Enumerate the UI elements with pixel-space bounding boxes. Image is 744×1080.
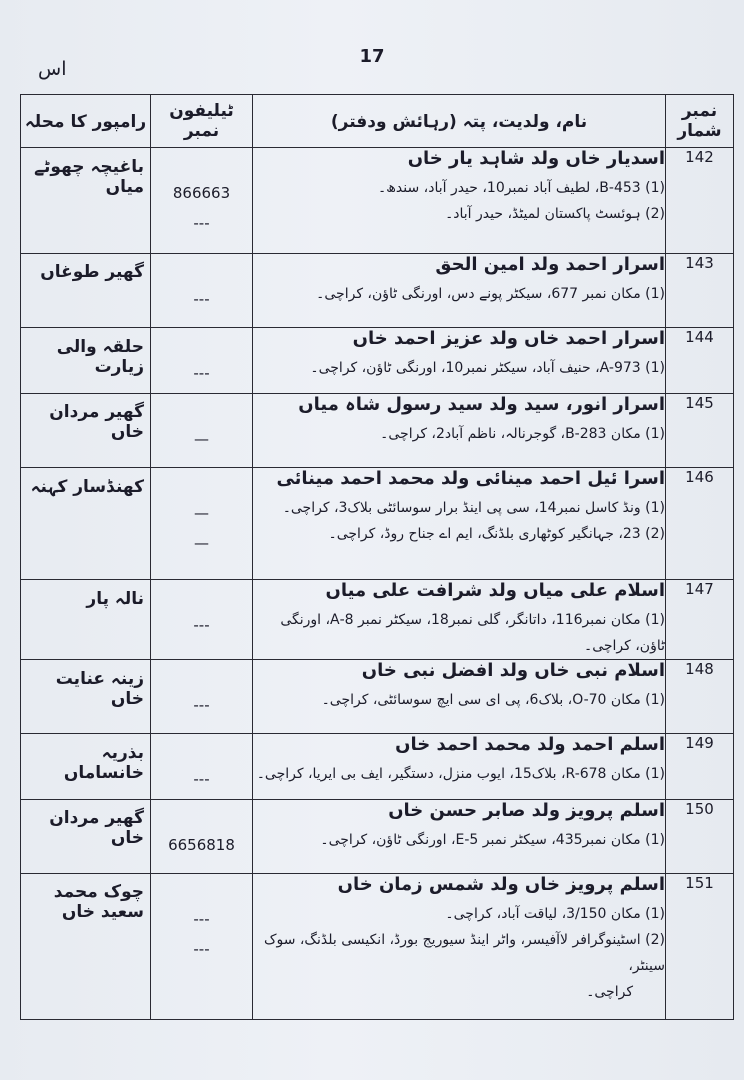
person-name: اسلم پرویز خاں ولد شمس زمان خاں bbox=[337, 874, 665, 895]
table-row bbox=[21, 660, 734, 734]
phone-cell bbox=[151, 394, 253, 468]
table-row bbox=[21, 254, 734, 328]
phone-spacer bbox=[151, 734, 252, 764]
table-header-row bbox=[21, 95, 734, 148]
name-address-cell bbox=[253, 660, 666, 734]
phone-spacer bbox=[151, 874, 252, 904]
phone-spacer bbox=[151, 468, 252, 498]
serial-number: 142 bbox=[666, 148, 734, 254]
serial-number: 143 bbox=[666, 254, 734, 328]
phone-number: — bbox=[194, 534, 209, 552]
phone-cell bbox=[151, 800, 253, 874]
area-name: حلقہ والی زیارت bbox=[56, 337, 144, 377]
phone-number: --- bbox=[193, 696, 210, 714]
phone-cell bbox=[151, 328, 253, 394]
column-header-phone: ٹیلیفون نمبر bbox=[151, 95, 253, 148]
phone-number: --- bbox=[193, 290, 210, 308]
phone-spacer bbox=[151, 660, 252, 690]
table-row bbox=[21, 394, 734, 468]
column-header-serial: نمبر شمار bbox=[666, 95, 734, 148]
area-cell bbox=[21, 394, 151, 468]
table-row bbox=[21, 328, 734, 394]
address-line: (1) مکان نمبر116، داتانگر، گلی نمبر18، سیکٹر نمبر 8-A، اورنگی ٹاؤن، کراچی۔ bbox=[280, 612, 665, 654]
serial-number: 148 bbox=[666, 660, 734, 734]
area-name: بذریہ خانساماں bbox=[63, 743, 144, 783]
area-cell bbox=[21, 800, 151, 874]
area-cell bbox=[21, 468, 151, 580]
phone-spacer bbox=[151, 254, 252, 284]
person-name: اسلام علی میاں ولد شرافت علی میاں bbox=[325, 580, 665, 601]
serial-number: 150 bbox=[666, 800, 734, 874]
phone-spacer bbox=[151, 394, 252, 424]
phone-spacer bbox=[151, 328, 252, 358]
area-cell bbox=[21, 254, 151, 328]
address-line: (1) مکان O-70، بلاک6، پی ای سی ایچ سوسائٹی، کراچی۔ bbox=[321, 692, 665, 708]
phone-cell bbox=[151, 734, 253, 800]
phone-number: — bbox=[194, 430, 209, 448]
phone-cell bbox=[151, 874, 253, 1020]
serial-number: 146 bbox=[666, 468, 734, 580]
serial-number: 149 bbox=[666, 734, 734, 800]
area-name: باغیچہ چھوٹے میاں bbox=[34, 157, 144, 197]
name-address-cell bbox=[253, 734, 666, 800]
phone-number: --- bbox=[193, 214, 210, 232]
table-row bbox=[21, 580, 734, 660]
phone-spacer bbox=[151, 148, 252, 178]
area-cell bbox=[21, 580, 151, 660]
phone-cell bbox=[151, 660, 253, 734]
person-name: اسرار احمد خاں ولد عزیز احمد خاں bbox=[352, 328, 665, 349]
phone-cell bbox=[151, 580, 253, 660]
directory-table bbox=[20, 94, 734, 1020]
phone-cell bbox=[151, 148, 253, 254]
column-header-name: نام، ولدیت، پتہ (رہائش ودفتر) bbox=[253, 95, 666, 148]
area-cell bbox=[21, 328, 151, 394]
area-cell bbox=[21, 148, 151, 254]
address-continuation: کراچی۔ bbox=[586, 984, 633, 1000]
phone-number: --- bbox=[193, 770, 210, 788]
name-address-cell bbox=[253, 468, 666, 580]
person-name: اسلام نبی خاں ولد افضل نبی خاں bbox=[361, 660, 665, 681]
area-name: گھیر مردان خاں bbox=[49, 808, 144, 848]
running-header: اس bbox=[38, 58, 67, 80]
phone-number: 6656818 bbox=[168, 836, 235, 854]
phone-number: --- bbox=[193, 616, 210, 634]
serial-number: 145 bbox=[666, 394, 734, 468]
person-name: اسدیار خاں ولد شاہد یار خاں bbox=[407, 148, 665, 169]
address-line: (1) ونڈ کاسل نمبر14، سی پی اینڈ برار سوسائٹی بلاک3، کراچی۔ bbox=[282, 500, 665, 516]
area-name: نالہ پار bbox=[86, 589, 144, 609]
name-address-cell bbox=[253, 874, 666, 1020]
address-line: (1) مکان نمبر 677، سیکٹر پونے دس، اورنگی ٹاؤن، کراچی۔ bbox=[316, 286, 665, 302]
serial-number: 144 bbox=[666, 328, 734, 394]
phone-number: --- bbox=[193, 940, 210, 958]
person-name: اسرار انور، سید ولد سید رسول شاہ میاں bbox=[298, 394, 665, 415]
name-address-cell bbox=[253, 148, 666, 254]
phone-spacer bbox=[151, 580, 252, 610]
person-name: اسلم پرویز ولد صابر حسن خاں bbox=[388, 800, 665, 821]
table-row bbox=[21, 148, 734, 254]
area-cell bbox=[21, 874, 151, 1020]
address-line: (1) B-453، لطیف آباد نمبر10، حیدر آباد، سندھ۔ bbox=[377, 180, 665, 196]
area-cell bbox=[21, 660, 151, 734]
column-header-area: رامپور کا محلہ bbox=[21, 95, 151, 148]
address-line: (1) مکان نمبر435، سیکٹر نمبر 5-E، اورنگی ٹاؤن، کراچی۔ bbox=[320, 832, 665, 848]
table-body bbox=[21, 148, 734, 1020]
name-address-cell bbox=[253, 394, 666, 468]
phone-number: --- bbox=[193, 364, 210, 382]
area-name: زینہ عنایت خاں bbox=[55, 669, 144, 709]
table-row bbox=[21, 800, 734, 874]
person-name: اسلم احمد ولد محمد احمد خاں bbox=[395, 734, 665, 755]
address-line: (2) ہوئسٹ پاکستان لمیٹڈ، حیدر آباد۔ bbox=[445, 206, 665, 222]
serial-number: 151 bbox=[666, 874, 734, 1020]
table-row bbox=[21, 874, 734, 1020]
person-name: اسرار احمد ولد امین الحق bbox=[435, 254, 665, 275]
area-cell bbox=[21, 734, 151, 800]
person-name: اسرا ئیل احمد مینائی ولد محمد احمد مینائی bbox=[276, 468, 665, 489]
address-line: (1) مکان R-678، بلاک15، ایوب منزل، دستگیر، ایف بی ایریا، کراچی۔ bbox=[256, 766, 665, 782]
address-line: (1) مکان B-283، گوجرنالہ، ناظم آباد2، کراچی۔ bbox=[380, 426, 665, 442]
area-name: گھیر طوغاں bbox=[40, 262, 144, 282]
name-address-cell bbox=[253, 580, 666, 660]
phone-number: --- bbox=[193, 910, 210, 928]
phone-number: — bbox=[194, 504, 209, 522]
name-address-cell bbox=[253, 254, 666, 328]
address-line: (2) اسٹینوگرافر لاآفیسر، واٹر اینڈ سیوریج بورڈ، انکیسی بلڈنگ، سوک سینٹر، bbox=[263, 932, 665, 974]
table-row bbox=[21, 734, 734, 800]
area-name: چوک محمد سعید خاں bbox=[53, 882, 144, 922]
address-line: (2) 23، جہانگیر کوٹھاری بلڈنگ، ایم اے جناح روڈ، کراچی۔ bbox=[328, 526, 665, 542]
serial-number: 147 bbox=[666, 580, 734, 660]
table-row bbox=[21, 468, 734, 580]
address-line: (1) A-973، حنیف آباد، سیکٹر نمبر10، اورنگی ٹاؤن، کراچی۔ bbox=[310, 360, 665, 376]
name-address-cell bbox=[253, 800, 666, 874]
name-address-cell bbox=[253, 328, 666, 394]
phone-cell bbox=[151, 468, 253, 580]
phone-cell bbox=[151, 254, 253, 328]
area-name: کھنڈسار کہنہ bbox=[30, 477, 144, 497]
phone-number: 866663 bbox=[172, 184, 231, 202]
page-number: 17 bbox=[359, 46, 385, 67]
phone-spacer bbox=[151, 800, 252, 830]
area-name: گھیر مردان خاں bbox=[49, 402, 144, 442]
address-line: (1) مکان 3/150، لیاقت آباد، کراچی۔ bbox=[445, 906, 665, 922]
